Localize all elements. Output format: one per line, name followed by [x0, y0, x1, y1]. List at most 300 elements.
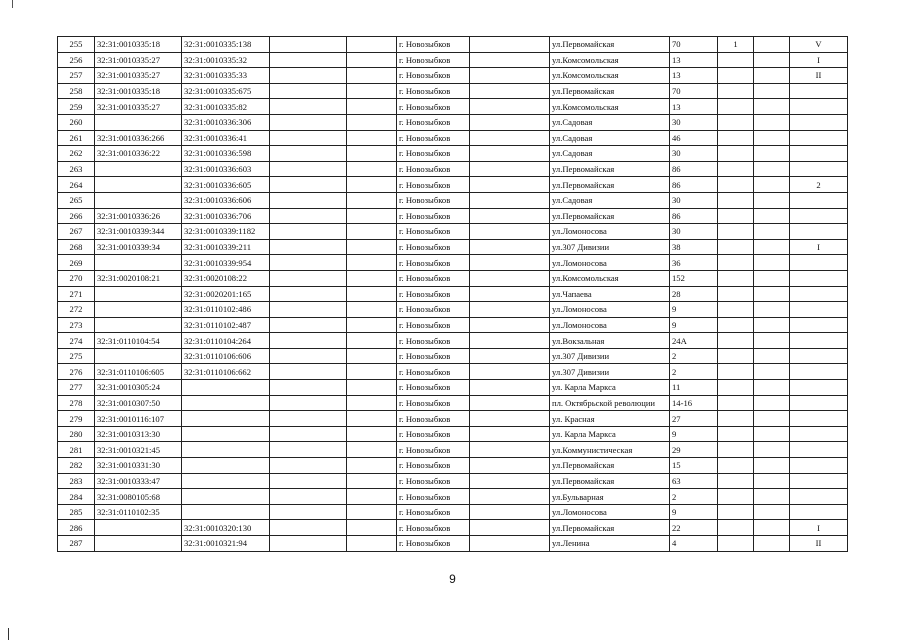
cell-c2: 32:31:0010335:18: [95, 37, 182, 53]
cell-c2: 32:31:0010335:27: [95, 52, 182, 68]
cell-c12: I: [790, 52, 848, 68]
cell-c11: [754, 224, 790, 240]
cell-c4: [270, 489, 347, 505]
cell-c11: [754, 536, 790, 552]
cell-c10: [718, 130, 754, 146]
cell-c2: 32:31:0020108:21: [95, 270, 182, 286]
cell-c5: [347, 458, 397, 474]
table-body: [58, 37, 848, 552]
cell-c9: 70: [670, 83, 718, 99]
cell-c11: [754, 239, 790, 255]
cell-c6: г. Новозыбков: [397, 286, 470, 302]
cell-c7: [470, 68, 550, 84]
cell-c3: 32:31:0010335:82: [182, 99, 270, 115]
cell-c12: II: [790, 536, 848, 552]
cell-c4: [270, 255, 347, 271]
cell-c9: 13: [670, 68, 718, 84]
cell-c6: г. Новозыбков: [397, 83, 470, 99]
cell-c5: [347, 520, 397, 536]
cell-n: 267: [58, 224, 95, 240]
cell-n: 270: [58, 270, 95, 286]
table-row: [58, 348, 848, 364]
cell-c12: [790, 473, 848, 489]
table-row: [58, 146, 848, 162]
cell-c5: [347, 146, 397, 162]
cell-c12: V: [790, 37, 848, 53]
cell-c5: [347, 286, 397, 302]
cell-c3: [182, 442, 270, 458]
cell-c9: 86: [670, 161, 718, 177]
cell-c5: [347, 426, 397, 442]
cell-c3: 32:31:0010339:211: [182, 239, 270, 255]
cell-c5: [347, 255, 397, 271]
table-row: [58, 255, 848, 271]
table-row: [58, 192, 848, 208]
cell-c12: [790, 192, 848, 208]
cell-c4: [270, 364, 347, 380]
cell-c6: г. Новозыбков: [397, 333, 470, 349]
cell-c9: 70: [670, 37, 718, 53]
table-row: [58, 442, 848, 458]
cell-c2: [95, 286, 182, 302]
cell-n: 282: [58, 458, 95, 474]
cell-c9: 13: [670, 99, 718, 115]
cell-n: 255: [58, 37, 95, 53]
cell-c11: [754, 146, 790, 162]
cell-c10: [718, 302, 754, 318]
cell-c10: [718, 83, 754, 99]
cell-c7: [470, 192, 550, 208]
cell-c4: [270, 380, 347, 396]
cell-c5: [347, 395, 397, 411]
cell-c4: [270, 208, 347, 224]
cell-c6: г. Новозыбков: [397, 177, 470, 193]
table-row: [58, 37, 848, 53]
cell-c6: г. Новозыбков: [397, 270, 470, 286]
cell-c9: 152: [670, 270, 718, 286]
scan-margin-mark-top: [12, 0, 13, 8]
cell-c8: ул.Бульварная: [550, 489, 670, 505]
cell-c7: [470, 255, 550, 271]
scan-margin-mark: [8, 628, 9, 640]
cell-c9: 22: [670, 520, 718, 536]
cell-c12: [790, 489, 848, 505]
cell-c8: ул.Садовая: [550, 114, 670, 130]
cell-c8: ул. Карла Маркса: [550, 426, 670, 442]
cell-n: 268: [58, 239, 95, 255]
cell-c7: [470, 52, 550, 68]
cell-c8: ул.Ленина: [550, 536, 670, 552]
cell-c5: [347, 364, 397, 380]
cell-n: 284: [58, 489, 95, 505]
cell-c4: [270, 68, 347, 84]
cell-c4: [270, 333, 347, 349]
cell-c10: [718, 504, 754, 520]
cell-c11: [754, 348, 790, 364]
cell-c6: г. Новозыбков: [397, 224, 470, 240]
cell-c8: ул.Садовая: [550, 192, 670, 208]
cell-c9: 30: [670, 224, 718, 240]
cell-c12: [790, 208, 848, 224]
cell-c9: 36: [670, 255, 718, 271]
cell-n: 263: [58, 161, 95, 177]
cell-c6: г. Новозыбков: [397, 99, 470, 115]
cell-c3: 32:31:0010335:32: [182, 52, 270, 68]
table-row: [58, 333, 848, 349]
cell-c9: 29: [670, 442, 718, 458]
cell-c2: [95, 317, 182, 333]
table-row: [58, 130, 848, 146]
cell-c8: ул.307 Дивизии: [550, 239, 670, 255]
cell-c3: 32:31:0110106:606: [182, 348, 270, 364]
table-row: [58, 224, 848, 240]
cell-c2: 32:31:0010321:45: [95, 442, 182, 458]
cell-c3: 32:31:0010321:94: [182, 536, 270, 552]
cell-c4: [270, 395, 347, 411]
cell-c11: [754, 426, 790, 442]
cell-c10: [718, 536, 754, 552]
cell-c8: ул.Комсомольская: [550, 270, 670, 286]
cell-c6: г. Новозыбков: [397, 504, 470, 520]
cell-c12: [790, 83, 848, 99]
cell-c9: 9: [670, 426, 718, 442]
cell-c8: ул.Коммунистическая: [550, 442, 670, 458]
cell-c11: [754, 442, 790, 458]
cell-c9: 2: [670, 364, 718, 380]
cell-c2: 32:31:0010333:47: [95, 473, 182, 489]
cell-c3: 32:31:0010336:41: [182, 130, 270, 146]
cell-c10: [718, 161, 754, 177]
cell-c3: [182, 395, 270, 411]
cell-n: 283: [58, 473, 95, 489]
cell-c11: [754, 130, 790, 146]
cell-c2: 32:31:0110104:54: [95, 333, 182, 349]
cell-c4: [270, 536, 347, 552]
cell-c10: [718, 395, 754, 411]
cell-c8: ул.Комсомольская: [550, 68, 670, 84]
cell-c5: [347, 536, 397, 552]
cell-c3: 32:31:0010335:33: [182, 68, 270, 84]
cell-c7: [470, 239, 550, 255]
cell-c12: [790, 302, 848, 318]
cell-c7: [470, 380, 550, 396]
cell-c4: [270, 224, 347, 240]
cell-c8: пл. Октябрьской революции: [550, 395, 670, 411]
cell-c3: 32:31:0020201:165: [182, 286, 270, 302]
cell-n: 260: [58, 114, 95, 130]
cell-n: 261: [58, 130, 95, 146]
cell-c3: 32:31:0010339:954: [182, 255, 270, 271]
cell-c7: [470, 426, 550, 442]
cell-c7: [470, 333, 550, 349]
cell-n: 273: [58, 317, 95, 333]
cell-c8: ул.Ломоносова: [550, 317, 670, 333]
cell-c9: 9: [670, 504, 718, 520]
cell-c9: 2: [670, 348, 718, 364]
cell-c4: [270, 114, 347, 130]
cell-c2: [95, 177, 182, 193]
cell-n: 286: [58, 520, 95, 536]
cell-c2: 32:31:0010339:344: [95, 224, 182, 240]
cell-c4: [270, 302, 347, 318]
cell-c4: [270, 442, 347, 458]
cell-c3: 32:31:0010336:605: [182, 177, 270, 193]
cell-c11: [754, 489, 790, 505]
cell-c2: [95, 255, 182, 271]
cell-c7: [470, 224, 550, 240]
cell-c8: ул.Первомайская: [550, 161, 670, 177]
cell-n: 287: [58, 536, 95, 552]
cell-c7: [470, 177, 550, 193]
cell-n: 278: [58, 395, 95, 411]
cell-c7: [470, 317, 550, 333]
table-row: [58, 380, 848, 396]
cell-c9: 28: [670, 286, 718, 302]
cell-n: 257: [58, 68, 95, 84]
cell-c7: [470, 286, 550, 302]
cell-c9: 30: [670, 192, 718, 208]
cell-c12: [790, 270, 848, 286]
cell-n: 271: [58, 286, 95, 302]
cell-c8: ул.Первомайская: [550, 177, 670, 193]
cell-c6: г. Новозыбков: [397, 364, 470, 380]
cell-c6: г. Новозыбков: [397, 411, 470, 427]
cell-c9: 4: [670, 536, 718, 552]
cell-n: 281: [58, 442, 95, 458]
cell-n: 262: [58, 146, 95, 162]
cell-c6: г. Новозыбков: [397, 114, 470, 130]
cell-c11: [754, 270, 790, 286]
cell-n: 256: [58, 52, 95, 68]
cell-c6: г. Новозыбков: [397, 130, 470, 146]
cell-c12: [790, 317, 848, 333]
cell-c8: ул.307 Дивизии: [550, 348, 670, 364]
table-row: [58, 208, 848, 224]
cell-c11: [754, 68, 790, 84]
cell-c11: [754, 504, 790, 520]
cell-c8: ул.Первомайская: [550, 37, 670, 53]
cell-c8: ул.Ломоносова: [550, 255, 670, 271]
cell-c9: 11: [670, 380, 718, 396]
cell-c5: [347, 177, 397, 193]
cell-c10: [718, 473, 754, 489]
cell-c11: [754, 52, 790, 68]
table-row: [58, 489, 848, 505]
cell-c3: [182, 411, 270, 427]
cell-c10: [718, 68, 754, 84]
registry-table: [57, 36, 848, 552]
cell-c11: [754, 99, 790, 115]
cell-c12: [790, 333, 848, 349]
cell-c10: [718, 489, 754, 505]
cell-c3: 32:31:0010336:598: [182, 146, 270, 162]
table-row: [58, 395, 848, 411]
cell-c7: [470, 161, 550, 177]
cell-n: 279: [58, 411, 95, 427]
cell-c12: [790, 130, 848, 146]
cell-c12: [790, 348, 848, 364]
cell-c2: [95, 302, 182, 318]
cell-c6: г. Новозыбков: [397, 302, 470, 318]
cell-c9: 38: [670, 239, 718, 255]
cell-c11: [754, 473, 790, 489]
cell-c9: 27: [670, 411, 718, 427]
cell-c2: 32:31:0010336:26: [95, 208, 182, 224]
cell-c5: [347, 68, 397, 84]
cell-c4: [270, 473, 347, 489]
cell-c5: [347, 302, 397, 318]
cell-c7: [470, 395, 550, 411]
cell-c11: [754, 83, 790, 99]
cell-c12: [790, 224, 848, 240]
cell-c5: [347, 239, 397, 255]
cell-c8: ул.Первомайская: [550, 473, 670, 489]
cell-c5: [347, 130, 397, 146]
cell-c5: [347, 52, 397, 68]
cell-c5: [347, 83, 397, 99]
cell-c6: г. Новозыбков: [397, 161, 470, 177]
cell-c10: [718, 192, 754, 208]
cell-c6: г. Новозыбков: [397, 68, 470, 84]
cell-n: 280: [58, 426, 95, 442]
cell-c6: г. Новозыбков: [397, 146, 470, 162]
cell-c7: [470, 83, 550, 99]
cell-c4: [270, 83, 347, 99]
cell-c3: 32:31:0010336:706: [182, 208, 270, 224]
cell-c4: [270, 458, 347, 474]
cell-c10: [718, 458, 754, 474]
cell-c10: [718, 520, 754, 536]
cell-c10: [718, 146, 754, 162]
cell-c5: [347, 411, 397, 427]
cell-c5: [347, 333, 397, 349]
cell-c4: [270, 177, 347, 193]
cell-c11: [754, 520, 790, 536]
cell-c9: 30: [670, 146, 718, 162]
cell-c7: [470, 208, 550, 224]
cell-c2: 32:31:0010335:18: [95, 83, 182, 99]
cell-c5: [347, 224, 397, 240]
cell-c3: [182, 380, 270, 396]
cell-c8: ул.Ломоносова: [550, 504, 670, 520]
cell-c12: 2: [790, 177, 848, 193]
cell-c12: [790, 504, 848, 520]
cell-c7: [470, 504, 550, 520]
cell-c4: [270, 161, 347, 177]
cell-c6: г. Новозыбков: [397, 52, 470, 68]
cell-c8: ул.Садовая: [550, 146, 670, 162]
cell-c2: [95, 520, 182, 536]
table-row: [58, 364, 848, 380]
table-row: [58, 473, 848, 489]
table-row: [58, 458, 848, 474]
cell-c8: ул.Садовая: [550, 130, 670, 146]
cell-c11: [754, 161, 790, 177]
cell-c11: [754, 255, 790, 271]
cell-c10: [718, 380, 754, 396]
cell-c7: [470, 520, 550, 536]
cell-c7: [470, 130, 550, 146]
cell-c7: [470, 99, 550, 115]
cell-c4: [270, 37, 347, 53]
cell-c8: ул.Вокзальная: [550, 333, 670, 349]
cell-c2: [95, 161, 182, 177]
cell-c12: [790, 99, 848, 115]
cell-c6: г. Новозыбков: [397, 520, 470, 536]
cell-c5: [347, 161, 397, 177]
table-row: [58, 504, 848, 520]
cell-c3: 32:31:0110102:487: [182, 317, 270, 333]
cell-c12: [790, 364, 848, 380]
cell-n: 274: [58, 333, 95, 349]
cell-c9: 30: [670, 114, 718, 130]
cell-c9: 9: [670, 302, 718, 318]
cell-c2: 32:31:0010331:30: [95, 458, 182, 474]
cell-c3: 32:31:0010336:306: [182, 114, 270, 130]
cell-c4: [270, 239, 347, 255]
cell-c4: [270, 348, 347, 364]
table-row: [58, 426, 848, 442]
cell-c2: 32:31:0010339:34: [95, 239, 182, 255]
cell-n: 285: [58, 504, 95, 520]
cell-c12: II: [790, 68, 848, 84]
table-row: [58, 536, 848, 552]
cell-n: 275: [58, 348, 95, 364]
cell-c2: 32:31:0010116:107: [95, 411, 182, 427]
cell-c4: [270, 520, 347, 536]
cell-c6: г. Новозыбков: [397, 239, 470, 255]
cell-c3: [182, 504, 270, 520]
cell-c7: [470, 348, 550, 364]
cell-c11: [754, 286, 790, 302]
cell-c3: [182, 473, 270, 489]
cell-c7: [470, 411, 550, 427]
cell-c3: 32:31:0110104:264: [182, 333, 270, 349]
cell-c3: 32:31:0010336:606: [182, 192, 270, 208]
cell-c6: г. Новозыбков: [397, 489, 470, 505]
cell-c8: ул.307 Дивизии: [550, 364, 670, 380]
cell-c4: [270, 426, 347, 442]
cell-c4: [270, 99, 347, 115]
cell-c4: [270, 52, 347, 68]
table-row: [58, 161, 848, 177]
cell-c2: 32:31:0110102:35: [95, 504, 182, 520]
cell-c2: 32:31:0010336:266: [95, 130, 182, 146]
cell-c7: [470, 536, 550, 552]
cell-n: 258: [58, 83, 95, 99]
cell-c10: [718, 208, 754, 224]
cell-c11: [754, 192, 790, 208]
cell-c11: [754, 395, 790, 411]
cell-c11: [754, 364, 790, 380]
cell-c9: 14-16: [670, 395, 718, 411]
cell-c3: 32:31:0010339:1182: [182, 224, 270, 240]
cell-c12: [790, 380, 848, 396]
cell-c2: 32:31:0010335:27: [95, 68, 182, 84]
cell-c9: 86: [670, 177, 718, 193]
cell-c5: [347, 208, 397, 224]
cell-c11: [754, 177, 790, 193]
cell-c12: [790, 395, 848, 411]
cell-c10: [718, 239, 754, 255]
cell-c9: 13: [670, 52, 718, 68]
cell-c10: 1: [718, 37, 754, 53]
cell-c8: ул. Красная: [550, 411, 670, 427]
cell-c6: г. Новозыбков: [397, 442, 470, 458]
cell-c11: [754, 208, 790, 224]
cell-c12: [790, 114, 848, 130]
cell-c10: [718, 426, 754, 442]
